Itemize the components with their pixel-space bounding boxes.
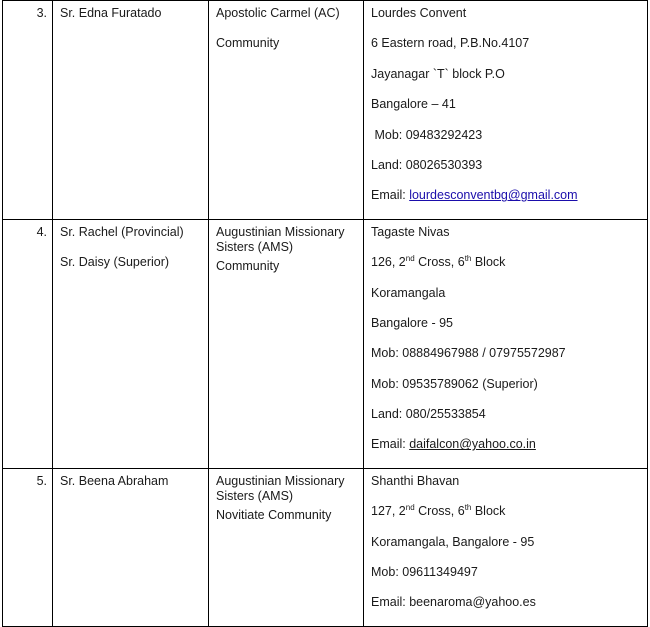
sister-name: Sr. Daisy (Superior) [60,255,170,270]
address-cell [364,468,648,626]
address-text: 127, 2 [371,504,406,519]
convent-directory-table [2,0,648,627]
serial-number: 4. [3,219,53,468]
house-name: Tagaste Nivas [371,224,450,239]
email-link[interactable]: lourdesconventbg@gmail.com [409,188,578,203]
ordinal-suffix: th [464,503,472,513]
congregation-name: Augustinian Missionary Sisters (AMS) [216,473,345,503]
mobile-number: Mob: 09611349497 [371,565,478,580]
address-cell [364,1,648,220]
sister-name-cell [53,219,209,468]
community-type: Novitiate Community [216,507,332,522]
sister-name: Sr. Rachel (Provincial) [60,224,184,239]
congregation-name: Apostolic Carmel (AC) [216,6,340,20]
address-line: Bangalore - 95 [371,315,454,330]
landline-number: Land: 080/25533854 [371,407,486,422]
ordinal-suffix: th [464,253,472,263]
email-label: Email: [371,188,410,203]
address-line: Jayanagar `T` block P.O [371,66,505,81]
address-line: 6 Eastern road, P.B.No.4107 [371,36,530,51]
congregation-cell [209,468,364,626]
address-text: Cross, 6 [414,504,465,519]
community-type: Community [216,258,280,273]
address-text: Block [471,255,506,270]
table-row [3,1,648,220]
address-line [371,255,647,285]
email-label: Email: [371,437,410,452]
congregation-cell [209,219,364,468]
serial-number: 3. [3,1,53,220]
landline-number: Land: 08026530393 [371,157,483,172]
congregation-name: Augustinian Missionary Sisters (AMS) [216,224,345,254]
email-line: Email: beenaroma@yahoo.es [371,595,536,610]
community-type: Community [216,36,280,51]
address-cell [364,219,648,468]
address-line: Koramangala [371,285,446,300]
serial-number: 5. [3,468,53,626]
address-text: 126, 2 [371,255,406,270]
address-line [371,504,647,534]
email-line [371,188,647,218]
sister-name-cell [53,1,209,220]
sister-name: Sr. Edna Furatado [60,6,162,20]
table-row [3,468,648,626]
congregation-cell [209,1,364,220]
sister-name: Sr. Beena Abraham [60,473,169,488]
address-line: Bangalore – 41 [371,97,456,112]
house-name: Lourdes Convent [371,6,467,20]
address-line: Koramangala, Bangalore - 95 [371,534,535,549]
email-line [371,437,647,467]
ordinal-suffix: nd [405,253,415,263]
mobile-number: Mob: 08884967988 / 07975572987 [371,346,566,361]
address-text: Block [471,504,506,519]
ordinal-suffix: nd [405,503,415,513]
table-row [3,219,648,468]
address-text: Cross, 6 [414,255,465,270]
mobile-number: Mob: 09483292423 [371,127,483,142]
email-link[interactable]: daifalcon@yahoo.co.in [409,437,536,452]
house-name: Shanthi Bhavan [371,473,460,488]
sister-name-cell [53,468,209,626]
mobile-number: Mob: 09535789062 (Superior) [371,376,538,391]
